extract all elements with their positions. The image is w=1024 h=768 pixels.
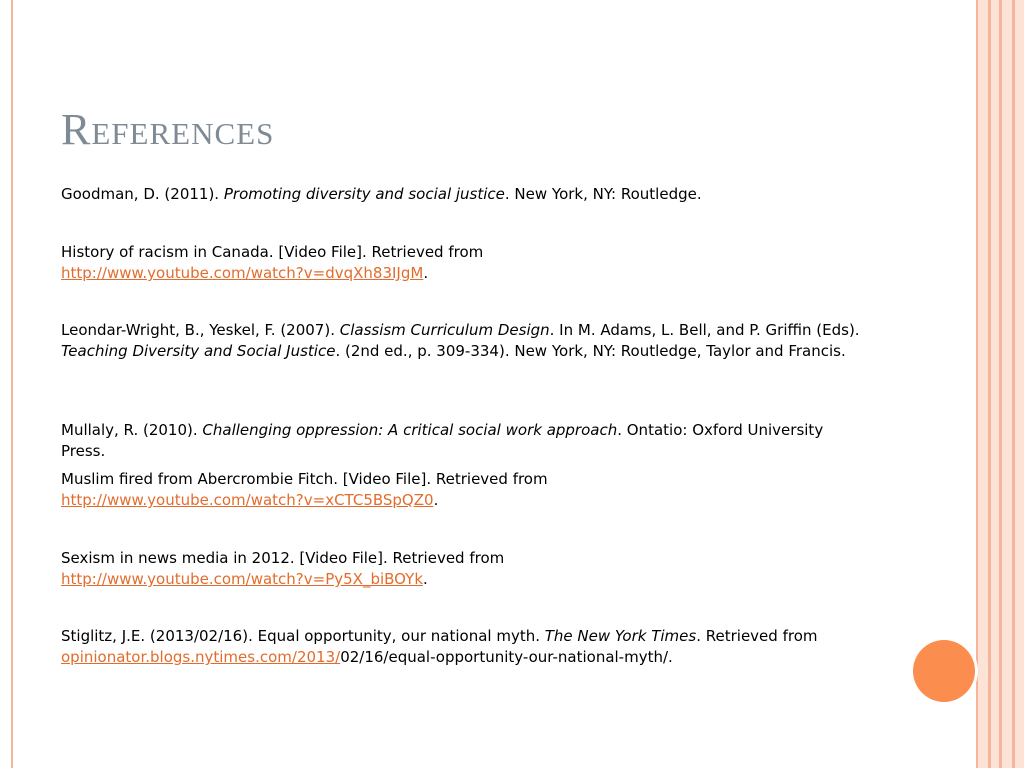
reference-goodman [61, 184, 702, 205]
youtube-link[interactable]: http://www.youtube.com/watch?v=xCTC5BSpQZ0 [61, 491, 434, 509]
ref-middle: . In M. Adams, L. Bell, and P. Griffin (Eds). [549, 321, 860, 339]
nytimes-link[interactable]: opinionator.blogs.nytimes.com/2013/ [61, 648, 341, 666]
ref-book: Teaching Diversity and Social Justice [61, 342, 336, 360]
ref-end: . [423, 264, 429, 282]
ref-title: Classism Curriculum Design [339, 321, 550, 339]
ref-text: History of racism in Canada. [Video File]. Retrieved from [61, 243, 484, 261]
ref-end: . [423, 570, 428, 588]
ref-rest: . (2nd ed., p. 309-334). New York, NY: Routledge, Taylor and Francis. [335, 342, 846, 360]
slide-title: References [61, 105, 275, 154]
stripe [1002, 0, 1012, 768]
ref-text: Muslim fired from Abercrombie Fitch. [Video File]. Retrieved from [61, 470, 548, 488]
ref-title: Challenging oppression: A critical social work approach [202, 421, 618, 439]
youtube-link[interactable]: http://www.youtube.com/watch?v=dvqXh83IJgM [61, 264, 424, 282]
ref-text: Sexism in news media in 2012. [Video File]. Retrieved from [61, 549, 505, 567]
ref-rest: 02/16/equal-opportunity-our-national-myth/. [340, 648, 673, 666]
ref-title: Promoting diversity and social justice [223, 185, 505, 203]
ref-middle: . Retrieved from [696, 627, 818, 645]
reference-racism-canada [61, 242, 483, 284]
ref-authors: Stiglitz, J.E. (2013/02/16). Equal opportunity, our national myth. [61, 627, 545, 645]
stripe [991, 0, 999, 768]
reference-leondar-wright [61, 320, 861, 362]
stripe [978, 0, 988, 768]
ref-rest: . Ontatio: Oxford University Press. [61, 421, 824, 460]
reference-mullaly [61, 420, 861, 462]
ref-authors: Leondar-Wright, B., Yeskel, F. (2007). [61, 321, 340, 339]
ref-authors: Mullaly, R. (2010). [61, 421, 203, 439]
reference-stiglitz [61, 626, 817, 668]
youtube-link[interactable]: http://www.youtube.com/watch?v=Py5X_biBOYk [61, 570, 423, 588]
decorative-circle [913, 640, 975, 702]
left-decorative-line [11, 0, 13, 768]
ref-end: . [433, 491, 439, 509]
ref-authors: Goodman, D. (2011). [61, 185, 224, 203]
ref-rest: . New York, NY: Routledge. [504, 185, 702, 203]
stripe [1015, 0, 1024, 768]
reference-muslim-fired [61, 469, 548, 511]
right-decorative-stripes [976, 0, 1024, 768]
ref-publication: The New York Times [544, 627, 697, 645]
reference-sexism [61, 548, 504, 590]
